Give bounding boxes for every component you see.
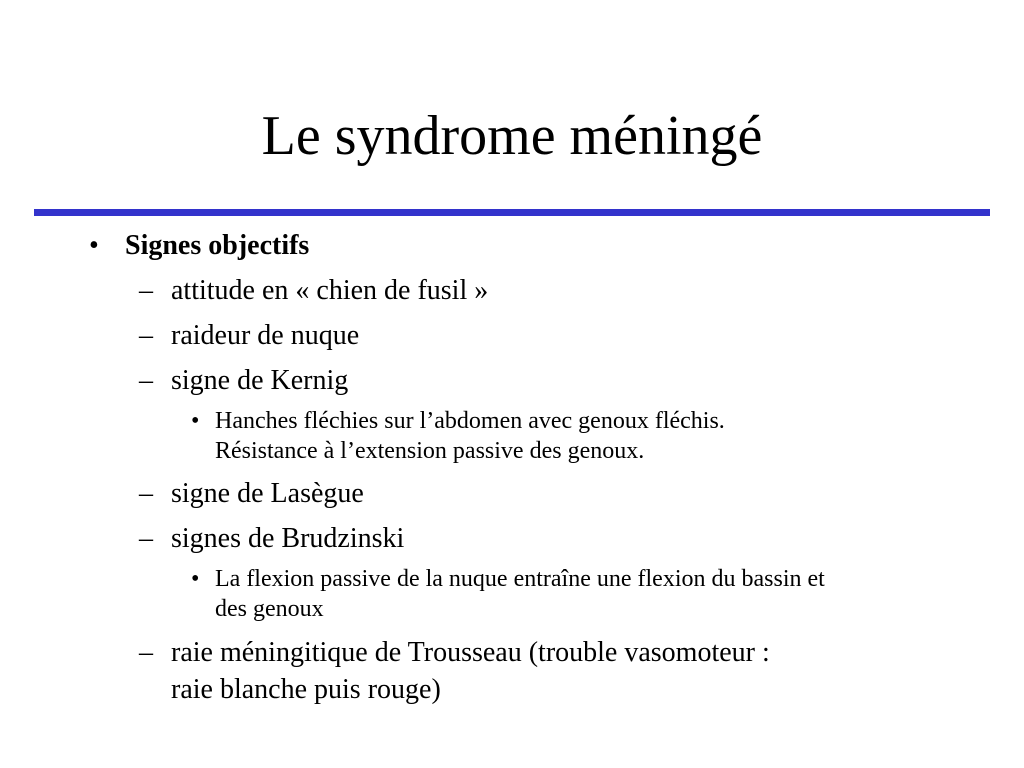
list-item: attitude en « chien de fusil » [171, 275, 489, 306]
list-item: signes de Brudzinski [171, 523, 405, 554]
list-item-detail-line: des genoux [215, 596, 324, 622]
bullet-marker: • [191, 566, 200, 592]
heading-signes-objectifs: Signes objectifs [125, 230, 310, 261]
dash-marker: – [139, 523, 153, 554]
dash-marker: – [139, 320, 153, 351]
bullet-marker: • [191, 408, 200, 434]
list-item: signe de Lasègue [171, 478, 364, 509]
list-item: signe de Kernig [171, 365, 349, 396]
list-item: raideur de nuque [171, 320, 360, 351]
list-item-detail-line: Hanches fléchies sur l’abdomen avec genoux fléchis. [215, 408, 725, 434]
dash-marker: – [139, 478, 153, 509]
slide-title: Le syndrome méningé [261, 105, 763, 167]
dash-marker: – [139, 365, 153, 396]
list-item-line: raie méningitique de Trousseau (trouble vasomoteur : [171, 637, 770, 668]
dash-marker: – [139, 275, 153, 306]
dash-marker: – [139, 637, 153, 668]
list-item-detail-line: Résistance à l’extension passive des genoux. [215, 438, 645, 464]
list-item-detail-line: La flexion passive de la nuque entraîne une flexion du bassin et [215, 566, 825, 592]
list-item-line: raie blanche puis rouge) [171, 674, 441, 705]
bullet-marker: • [89, 230, 99, 261]
